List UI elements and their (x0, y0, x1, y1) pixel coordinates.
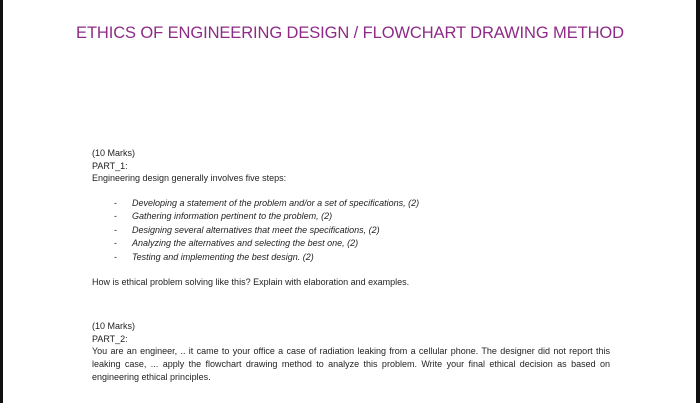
part-2-label: PART_2: (92, 333, 128, 344)
part-1-question: How is ethical problem solving like this? Explain with elaboration and examples. (92, 277, 410, 287)
dash-bullet-icon: - (114, 211, 117, 221)
left-border (0, 0, 3, 403)
part-1-marks: (10 Marks) (92, 148, 136, 158)
part-2-section (92, 320, 610, 383)
part-2-text: You are an engineer, .. it came to your office a case of radiation leaking from a cellular phone. The designer did not report this leaking case, ... apply the flowchart drawing method to analyze this problem. Write your final ethical decision as based on engineering ethical principles. (92, 346, 610, 382)
list-item (92, 210, 612, 224)
design-steps-list (92, 197, 612, 265)
part-1-section (92, 147, 612, 289)
right-border (696, 0, 700, 403)
list-item (92, 251, 612, 265)
part-2-marks: (10 Marks) (92, 321, 136, 331)
dash-bullet-icon: - (114, 251, 117, 262)
list-item (92, 197, 612, 211)
dash-bullet-icon: - (114, 197, 117, 208)
dash-bullet-icon: - (114, 238, 117, 248)
list-item (92, 237, 612, 251)
list-item (92, 224, 612, 238)
dash-bullet-icon: - (114, 224, 117, 235)
step-text: Gathering information pertinent to the problem, (2) (132, 211, 333, 221)
step-text: Testing and implementing the best design. (2) (132, 251, 314, 262)
part-1-label: PART_1: (92, 160, 128, 171)
step-text: Analyzing the alternatives and selecting the best one, (2) (132, 238, 359, 248)
step-text: Developing a statement of the problem and/or a set of specifications, (2) (132, 197, 420, 208)
page-title: ETHICS OF ENGINEERING DESIGN / FLOWCHART DRAWING METHOD (76, 24, 624, 42)
part-1-intro: Engineering design generally involves five steps: (92, 173, 287, 183)
step-text: Designing several alternatives that meet the specifications, (2) (132, 224, 380, 235)
